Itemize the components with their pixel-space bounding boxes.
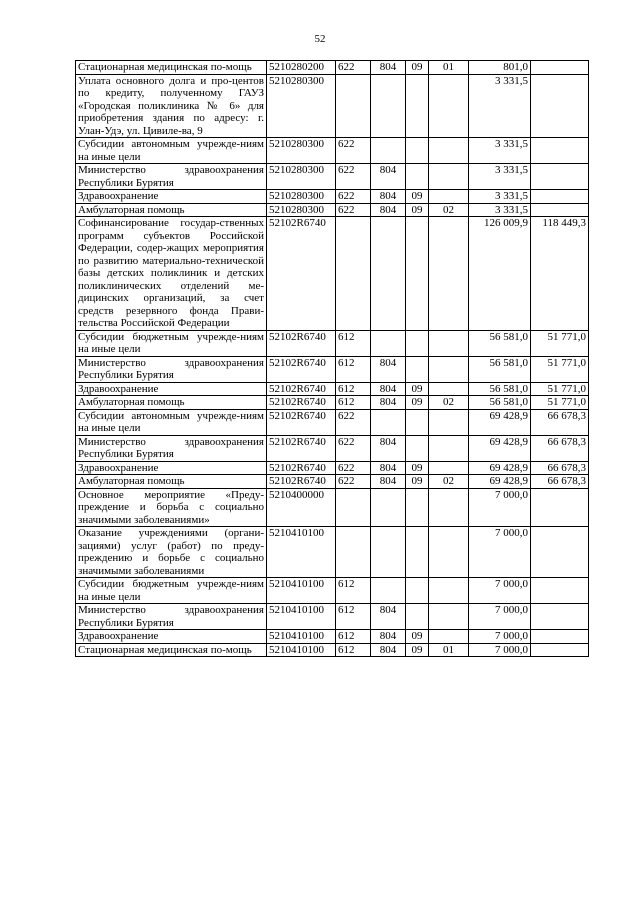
expense-type-cell: 612 <box>336 604 371 630</box>
amount-1-cell: 56 581,0 <box>469 330 531 356</box>
table-row <box>76 61 589 75</box>
table-row <box>76 217 589 331</box>
row-name-cell: Министерство здравоохранения Республики Бурятия <box>76 604 267 630</box>
amount-1-cell: 56 581,0 <box>469 356 531 382</box>
expense-type-cell <box>336 527 371 578</box>
row-name-cell: Министерство здравоохранения Республики Бурятия <box>76 164 267 190</box>
amount-2-cell <box>531 604 589 630</box>
target-article-cell: 52102R6740 <box>267 435 336 461</box>
amount-1-cell: 69 428,9 <box>469 461 531 475</box>
ministry-code-cell <box>371 217 406 331</box>
budget-table-body <box>76 61 589 657</box>
expense-type-cell: 622 <box>336 190 371 204</box>
amount-1-cell: 7 000,0 <box>469 578 531 604</box>
row-name-cell: Здравоохранение <box>76 190 267 204</box>
table-row <box>76 396 589 410</box>
amount-2-cell <box>531 164 589 190</box>
section-cell: 09 <box>406 643 429 657</box>
subsection-cell: 02 <box>429 203 469 217</box>
table-row <box>76 604 589 630</box>
ministry-code-cell <box>371 409 406 435</box>
amount-1-cell: 3 331,5 <box>469 164 531 190</box>
ministry-code-cell <box>371 330 406 356</box>
target-article-cell: 5210280300 <box>267 74 336 138</box>
expense-type-cell: 622 <box>336 138 371 164</box>
section-cell <box>406 138 429 164</box>
subsection-cell <box>429 138 469 164</box>
subsection-cell <box>429 217 469 331</box>
amount-2-cell: 66 678,3 <box>531 475 589 489</box>
ministry-code-cell: 804 <box>371 630 406 644</box>
page-number: 52 <box>314 33 326 45</box>
row-name-cell: Здравоохранение <box>76 382 267 396</box>
expense-type-cell: 612 <box>336 330 371 356</box>
amount-1-cell: 7 000,0 <box>469 630 531 644</box>
target-article-cell: 5210280300 <box>267 203 336 217</box>
amount-1-cell: 69 428,9 <box>469 409 531 435</box>
target-article-cell: 52102R6740 <box>267 382 336 396</box>
expense-type-cell <box>336 217 371 331</box>
subsection-cell <box>429 527 469 578</box>
ministry-code-cell: 804 <box>371 604 406 630</box>
expense-type-cell: 622 <box>336 203 371 217</box>
row-name-cell: Министерство здравоохранения Республики Бурятия <box>76 356 267 382</box>
amount-2-cell: 51 771,0 <box>531 382 589 396</box>
ministry-code-cell <box>371 527 406 578</box>
section-cell: 09 <box>406 630 429 644</box>
expense-type-cell: 622 <box>336 461 371 475</box>
expense-type-cell: 622 <box>336 435 371 461</box>
subsection-cell: 02 <box>429 475 469 489</box>
row-name-cell: Уплата основного долга и про-центов по кредиту, полученному ГАУЗ «Городская поликлиника № 6» для приобретения здания по адресу: г. Улан-Удэ, ул. Цивиле-ва, 9 <box>76 74 267 138</box>
amount-1-cell: 7 000,0 <box>469 643 531 657</box>
section-cell <box>406 527 429 578</box>
amount-1-cell: 801,0 <box>469 61 531 75</box>
amount-2-cell: 118 449,3 <box>531 217 589 331</box>
row-name-cell: Здравоохранение <box>76 461 267 475</box>
subsection-cell: 02 <box>429 396 469 410</box>
subsection-cell <box>429 461 469 475</box>
amount-1-cell: 56 581,0 <box>469 382 531 396</box>
section-cell <box>406 435 429 461</box>
table-row <box>76 475 589 489</box>
subsection-cell: 01 <box>429 643 469 657</box>
amount-1-cell: 7 000,0 <box>469 527 531 578</box>
expense-type-cell: 612 <box>336 578 371 604</box>
amount-1-cell: 7 000,0 <box>469 488 531 527</box>
amount-2-cell: 51 771,0 <box>531 396 589 410</box>
table-row <box>76 527 589 578</box>
amount-1-cell: 3 331,5 <box>469 74 531 138</box>
table-row <box>76 138 589 164</box>
amount-2-cell <box>531 527 589 578</box>
row-name-cell: Субсидии бюджетным учрежде-ниям на иные цели <box>76 578 267 604</box>
section-cell <box>406 164 429 190</box>
table-row <box>76 435 589 461</box>
amount-2-cell <box>531 74 589 138</box>
amount-1-cell: 69 428,9 <box>469 435 531 461</box>
subsection-cell <box>429 604 469 630</box>
target-article-cell: 5210410100 <box>267 604 336 630</box>
subsection-cell <box>429 488 469 527</box>
section-cell: 09 <box>406 61 429 75</box>
section-cell <box>406 409 429 435</box>
table-row <box>76 578 589 604</box>
subsection-cell <box>429 330 469 356</box>
ministry-code-cell: 804 <box>371 203 406 217</box>
ministry-code-cell: 804 <box>371 461 406 475</box>
row-name-cell: Стационарная медицинская по-мощь <box>76 61 267 75</box>
expense-type-cell: 622 <box>336 164 371 190</box>
ministry-code-cell: 804 <box>371 435 406 461</box>
expense-type-cell: 612 <box>336 356 371 382</box>
ministry-code-cell: 804 <box>371 475 406 489</box>
expense-type-cell <box>336 488 371 527</box>
row-name-cell: Здравоохранение <box>76 630 267 644</box>
target-article-cell: 52102R6740 <box>267 330 336 356</box>
expense-type-cell: 612 <box>336 396 371 410</box>
ministry-code-cell: 804 <box>371 190 406 204</box>
row-name-cell: Министерство здравоохранения Республики Бурятия <box>76 435 267 461</box>
table-row <box>76 190 589 204</box>
ministry-code-cell: 804 <box>371 643 406 657</box>
section-cell: 09 <box>406 203 429 217</box>
amount-2-cell: 66 678,3 <box>531 435 589 461</box>
row-name-cell: Амбулаторная помощь <box>76 203 267 217</box>
amount-1-cell: 69 428,9 <box>469 475 531 489</box>
table-row <box>76 382 589 396</box>
section-cell <box>406 604 429 630</box>
target-article-cell: 5210280300 <box>267 138 336 164</box>
ministry-code-cell: 804 <box>371 396 406 410</box>
row-name-cell: Амбулаторная помощь <box>76 396 267 410</box>
section-cell <box>406 330 429 356</box>
subsection-cell <box>429 630 469 644</box>
target-article-cell: 5210410100 <box>267 578 336 604</box>
table-row <box>76 74 589 138</box>
amount-2-cell <box>531 578 589 604</box>
amount-1-cell: 7 000,0 <box>469 604 531 630</box>
amount-2-cell <box>531 190 589 204</box>
ministry-code-cell: 804 <box>371 164 406 190</box>
amount-2-cell <box>531 203 589 217</box>
target-article-cell: 5210410100 <box>267 643 336 657</box>
amount-2-cell <box>531 488 589 527</box>
section-cell: 09 <box>406 190 429 204</box>
expense-type-cell: 612 <box>336 382 371 396</box>
subsection-cell <box>429 356 469 382</box>
section-cell <box>406 217 429 331</box>
table-row <box>76 164 589 190</box>
amount-2-cell <box>531 630 589 644</box>
amount-2-cell <box>531 138 589 164</box>
amount-2-cell: 66 678,3 <box>531 461 589 475</box>
expense-type-cell: 622 <box>336 475 371 489</box>
subsection-cell <box>429 74 469 138</box>
section-cell: 09 <box>406 461 429 475</box>
table-row <box>76 330 589 356</box>
table-row <box>76 643 589 657</box>
target-article-cell: 5210280300 <box>267 190 336 204</box>
amount-2-cell: 51 771,0 <box>531 356 589 382</box>
section-cell <box>406 578 429 604</box>
row-name-cell: Оказание учреждениями (органи-зациями) услуг (работ) по преду-преждению и борьбе с социально значимыми заболеваниями <box>76 527 267 578</box>
section-cell: 09 <box>406 382 429 396</box>
row-name-cell: Субсидии бюджетным учрежде-ниям на иные цели <box>76 330 267 356</box>
section-cell: 09 <box>406 475 429 489</box>
row-name-cell: Субсидии автономным учрежде-ниям на иные цели <box>76 138 267 164</box>
row-name-cell: Основное мероприятие «Преду-преждение и борьба с социально значимыми заболеваниями» <box>76 488 267 527</box>
ministry-code-cell <box>371 488 406 527</box>
ministry-code-cell <box>371 74 406 138</box>
target-article-cell: 5210280200 <box>267 61 336 75</box>
ministry-code-cell: 804 <box>371 356 406 382</box>
target-article-cell: 52102R6740 <box>267 475 336 489</box>
ministry-code-cell: 804 <box>371 382 406 396</box>
target-article-cell: 5210400000 <box>267 488 336 527</box>
subsection-cell <box>429 190 469 204</box>
target-article-cell: 52102R6740 <box>267 396 336 410</box>
subsection-cell <box>429 435 469 461</box>
expense-type-cell: 622 <box>336 61 371 75</box>
amount-1-cell: 56 581,0 <box>469 396 531 410</box>
ministry-code-cell: 804 <box>371 61 406 75</box>
target-article-cell: 52102R6740 <box>267 461 336 475</box>
expense-type-cell: 612 <box>336 643 371 657</box>
table-row <box>76 630 589 644</box>
subsection-cell <box>429 578 469 604</box>
amount-2-cell: 66 678,3 <box>531 409 589 435</box>
table-row <box>76 356 589 382</box>
amount-1-cell: 3 331,5 <box>469 203 531 217</box>
section-cell <box>406 74 429 138</box>
subsection-cell: 01 <box>429 61 469 75</box>
expense-type-cell <box>336 74 371 138</box>
section-cell <box>406 488 429 527</box>
amount-2-cell <box>531 61 589 75</box>
amount-1-cell: 3 331,5 <box>469 138 531 164</box>
expense-type-cell: 622 <box>336 409 371 435</box>
target-article-cell: 5210410100 <box>267 527 336 578</box>
row-name-cell: Субсидии автономным учрежде-ниям на иные цели <box>76 409 267 435</box>
table-row <box>76 488 589 527</box>
section-cell: 09 <box>406 396 429 410</box>
table-row <box>76 461 589 475</box>
amount-1-cell: 3 331,5 <box>469 190 531 204</box>
table-row <box>76 409 589 435</box>
expense-type-cell: 612 <box>336 630 371 644</box>
subsection-cell <box>429 164 469 190</box>
subsection-cell <box>429 409 469 435</box>
target-article-cell: 52102R6740 <box>267 217 336 331</box>
amount-1-cell: 126 009,9 <box>469 217 531 331</box>
table-row <box>76 203 589 217</box>
subsection-cell <box>429 382 469 396</box>
target-article-cell: 5210280300 <box>267 164 336 190</box>
ministry-code-cell <box>371 138 406 164</box>
amount-2-cell <box>531 643 589 657</box>
budget-table <box>75 60 589 657</box>
target-article-cell: 52102R6740 <box>267 409 336 435</box>
target-article-cell: 52102R6740 <box>267 356 336 382</box>
row-name-cell: Амбулаторная помощь <box>76 475 267 489</box>
target-article-cell: 5210410100 <box>267 630 336 644</box>
row-name-cell: Софинансирование государ-ственных программ субъектов Российской Федерации, содер-жащих мероприятия по развитию материально-технической базы детских поликлиник и детских поликлинических отделений ме-дицинских организаций, за счет средств резервного фонда Прави-тельства Российской Федерации <box>76 217 267 331</box>
amount-2-cell: 51 771,0 <box>531 330 589 356</box>
ministry-code-cell <box>371 578 406 604</box>
section-cell <box>406 356 429 382</box>
row-name-cell: Стационарная медицинская по-мощь <box>76 643 267 657</box>
